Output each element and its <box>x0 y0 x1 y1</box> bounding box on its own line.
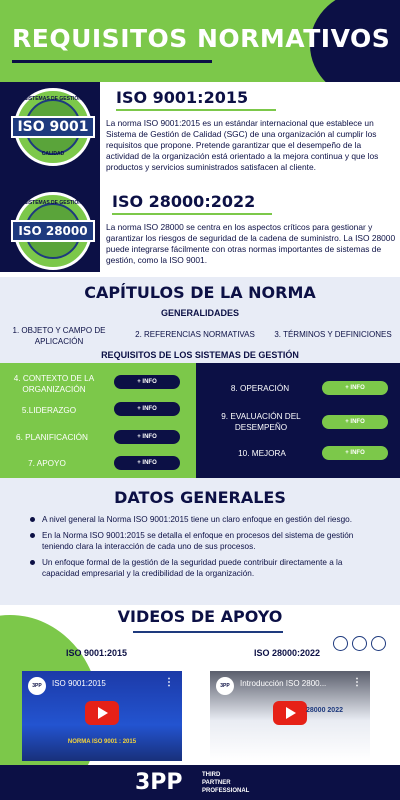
datos-bullet: En la Norma ISO 9001:2015 se detalla el enfoque en procesos del sistema de gestión teniendo clara la interacción de cada uno de sus procesos. <box>30 530 370 552</box>
requisito-label: 7. APOYO <box>28 459 66 468</box>
iso-28000-badge-icon <box>14 192 92 270</box>
chapter-item: 1. OBJETO Y CAMPO DE APLICACIÓN <box>12 326 106 346</box>
brand-tagline: THIRD PARTNER PROFESSIONAL <box>202 772 250 794</box>
more-options-icon[interactable]: ⋮ <box>164 677 174 688</box>
chapter-item: 2. REFERENCIAS NORMATIVAS <box>135 330 255 339</box>
datos-bullet: Un enfoque formal de la gestión de la seguridad puede contribuir directamente a la capacidad empresarial y la credibilidad de la organización. <box>30 557 370 579</box>
decorative-circle-icon <box>352 636 367 651</box>
generalidades-heading: GENERALIDADES <box>160 308 239 318</box>
requisito-label: 5.LIDERAZGO <box>21 406 77 415</box>
info-button-liderazgo[interactable]: + INFO <box>114 402 180 416</box>
videos-title: VIDEOS DE APOYO <box>117 607 283 626</box>
datos-generales-section <box>0 478 400 605</box>
badge-ring-text: SISTEMAS DE GESTIÓN <box>24 200 82 206</box>
iso-28000-underline <box>112 213 272 215</box>
iso-9001-badge-icon <box>14 88 92 166</box>
more-options-icon[interactable]: ⋮ <box>352 677 362 688</box>
iso-9001-underline <box>116 109 276 111</box>
requisitos-heading: REQUISITOS DE LOS SISTEMAS DE GESTIÓN <box>101 350 299 360</box>
info-button-apoyo[interactable]: + INFO <box>114 456 180 470</box>
info-button-operacion[interactable]: + INFO <box>322 381 388 395</box>
info-button-mejora[interactable]: + INFO <box>322 446 388 460</box>
info-button-evaluacion[interactable]: + INFO <box>322 415 388 429</box>
iso-section <box>0 82 400 277</box>
videos-section <box>0 605 400 765</box>
videos-underline <box>133 631 283 633</box>
video-title: ISO 9001:2015 <box>52 679 106 688</box>
play-button-icon[interactable] <box>85 701 119 725</box>
brand-logo: 3PP <box>135 770 183 795</box>
requisito-label: 6. PLANIFICACIÓN <box>16 433 88 442</box>
info-button-contexto[interactable]: + INFO <box>114 375 180 389</box>
iso-28000-title: ISO 28000:2022 <box>112 192 256 211</box>
datos-title: DATOS GENERALES <box>114 488 286 507</box>
video-player-9001[interactable] <box>22 671 182 761</box>
badge-ring-text: CALIDAD <box>41 151 65 157</box>
footer <box>0 765 400 800</box>
decorative-circle-icon <box>333 636 348 651</box>
video-player-28000[interactable] <box>210 671 370 761</box>
iso-9001-description: La norma ISO 9001:2015 es un estándar internacional que establece un Sistema de Gestión de Calidad (SGC) de una organización al cumplir los requisitos que propone. Pretende garantizar que el desempeño de la actividad de la organización está orientado a la mejora continua y que los productos y servicios suministrados satisfacen al cliente. <box>106 118 379 172</box>
video-label-28000: ISO 28000:2022 <box>254 648 321 658</box>
page-title: REQUISITOS NORMATIVOS <box>12 24 391 53</box>
thumbnail-caption: NORMA ISO 9001 : 2015 <box>67 739 137 745</box>
title-underline <box>12 60 212 63</box>
channel-logo: 3PP <box>28 677 46 695</box>
datos-bullet: A nivel general la Norma ISO 9001:2015 tiene un claro enfoque en gestión del riesgo. <box>30 514 370 525</box>
badge-ring-text: SISTEMAS DE GESTIÓN <box>24 96 82 102</box>
play-button-icon[interactable] <box>273 701 307 725</box>
datos-list <box>30 514 370 584</box>
iso-9001-title: ISO 9001:2015 <box>116 88 249 107</box>
requisito-label: 9. EVALUACIÓN DEL DESEMPEÑO <box>221 412 301 432</box>
thumbnail-caption: 28000 2022 <box>306 707 343 714</box>
header-banner <box>0 0 400 82</box>
badge-label: ISO 28000 <box>11 220 95 242</box>
requisito-label: 8. OPERACIÓN <box>230 384 290 393</box>
decorative-circle-icon <box>371 636 386 651</box>
iso-28000-description: La norma ISO 28000 se centra en los aspectos críticos para gestionar y garantizar los riesgos de seguridad de la cadena de suministro. La ISO 28000 puede integrarse fácilmente con otras normas importantes de sistemas de gestión, como la ISO 9001. <box>106 222 396 265</box>
video-label-9001: ISO 9001:2015 <box>66 648 128 658</box>
badge-label: ISO 9001 <box>11 116 95 138</box>
requisito-label: 4. CONTEXTO DE LA ORGANIZACIÓN <box>13 374 95 394</box>
video-title: Introducción ISO 2800... <box>240 679 327 688</box>
capitulos-section <box>0 277 400 363</box>
capitulos-title: CAPÍTULOS DE LA NORMA <box>84 283 316 302</box>
requisitos-grid <box>0 363 400 478</box>
chapter-item: 3. TÉRMINOS Y DEFINICIONES <box>274 330 392 339</box>
info-button-planificacion[interactable]: + INFO <box>114 430 180 444</box>
channel-logo: 3PP <box>216 677 234 695</box>
requisito-label: 10. MEJORA <box>238 449 286 458</box>
